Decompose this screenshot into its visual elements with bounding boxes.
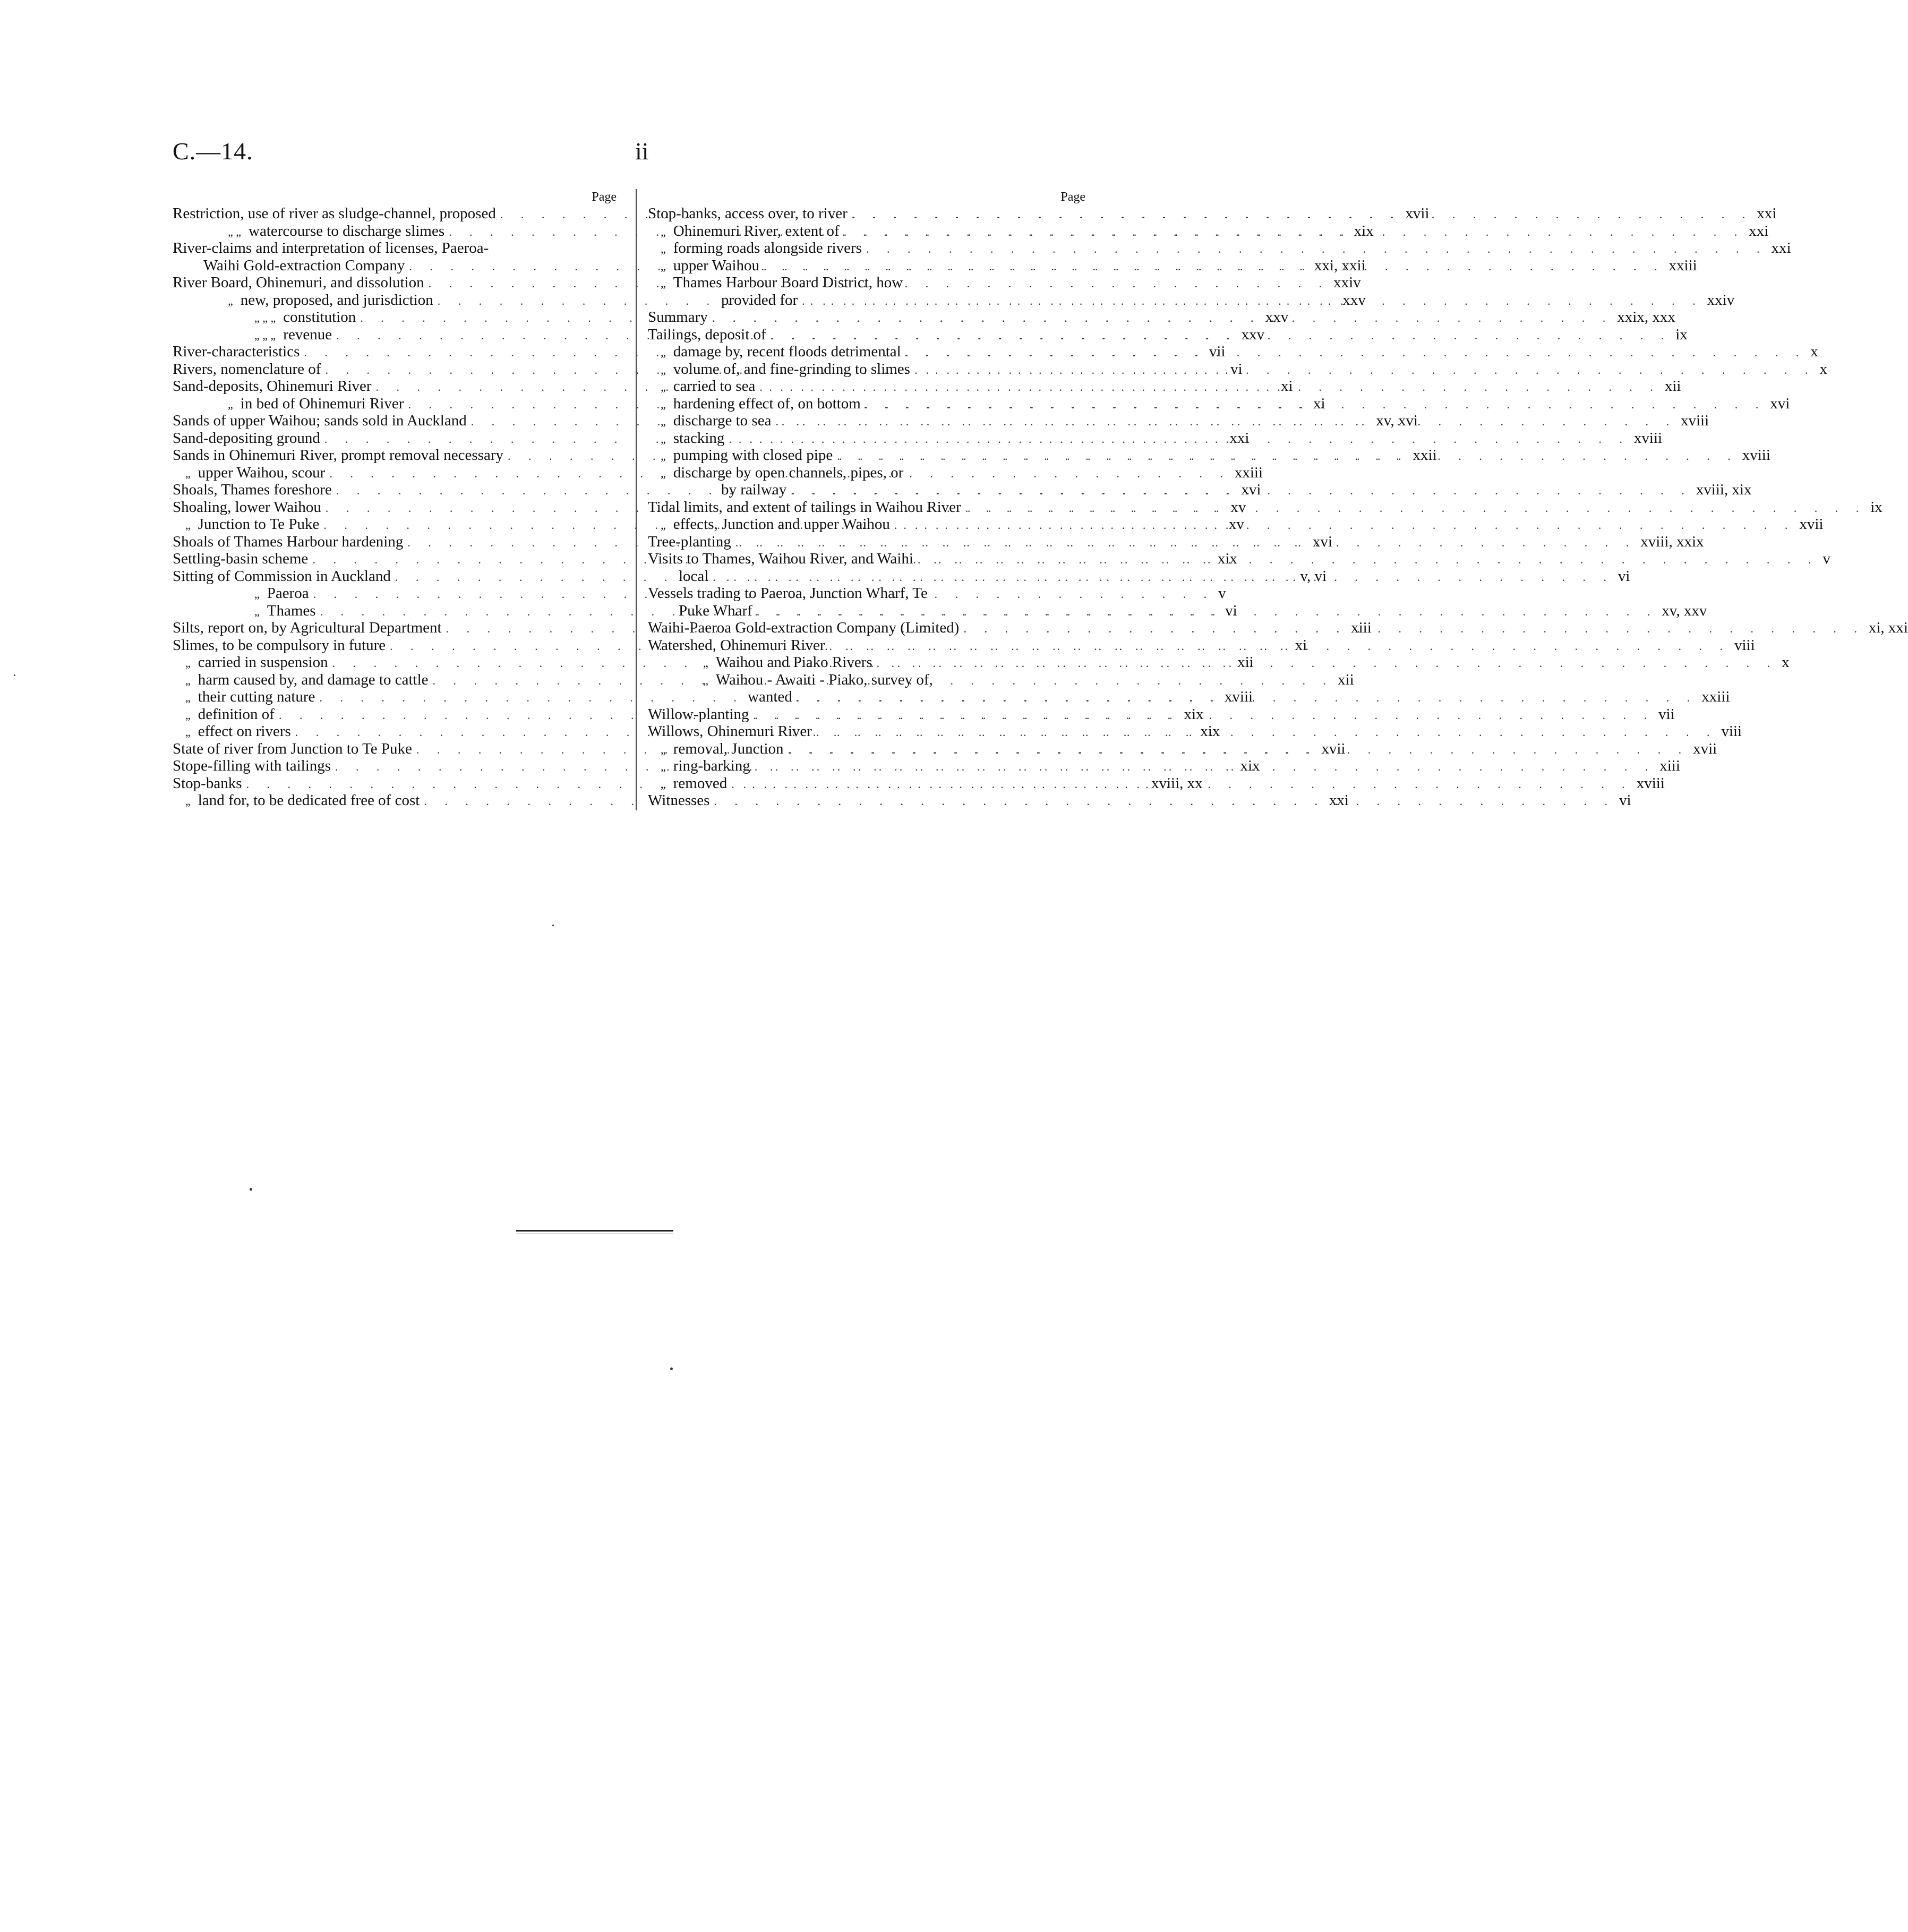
ditto-mark: „ xyxy=(661,449,666,463)
index-entry-page: ix xyxy=(1675,326,1688,343)
index-entry-text: River-characteristics xyxy=(173,343,300,360)
index-entry-text: by railway xyxy=(721,481,787,498)
index-entry xyxy=(648,671,1085,689)
index-entry-label xyxy=(648,205,848,223)
index-entry-text: stacking xyxy=(673,429,725,447)
index-entry-text: provided for xyxy=(721,291,798,309)
ditto-mark: „ xyxy=(661,777,666,791)
index-entry-page: x xyxy=(1819,360,1827,378)
ditto-mark: „ xyxy=(185,794,191,808)
index-entry-page: v xyxy=(1218,585,1226,602)
index-entry-label xyxy=(173,568,391,585)
column-divider xyxy=(636,189,637,810)
index-entry-label xyxy=(648,706,749,723)
index-entry-page: xvii xyxy=(1405,205,1430,222)
index-entry-text: local xyxy=(679,567,709,585)
ditto-mark: „ xyxy=(661,432,666,446)
index-entry-text: Shoals of Thames Harbour hardening xyxy=(173,533,404,550)
ditto-mark: „ xyxy=(254,587,260,601)
index-entry-label xyxy=(648,378,755,396)
leader-dots xyxy=(894,517,1795,534)
index-entry-text: River-claims and interpretation of licenses, Paeroa- xyxy=(173,240,489,257)
index-entry-text: Thames Harbour Board District, how xyxy=(673,274,903,291)
index-entry-text: land for, to be dedicated free of cost xyxy=(198,792,420,809)
index-entry-page: xviii xyxy=(1636,774,1665,792)
index-entry-label xyxy=(648,533,731,551)
leader-dots xyxy=(905,344,1807,362)
index-entry-text: Vessels trading to Paeroa, Junction Wharf, Te xyxy=(648,585,928,602)
index-entry-page: xii xyxy=(1338,671,1354,688)
index-entry-page: xxi, xxii xyxy=(1314,257,1366,274)
index-entry-text: effects, Junction and upper Waihou xyxy=(673,516,890,533)
leader-dots xyxy=(712,310,1613,327)
index-entry-label xyxy=(648,343,901,362)
index-entry-text: Tree-planting xyxy=(648,533,731,550)
index-entry-page: xvi xyxy=(1241,481,1261,498)
index-entry-label xyxy=(648,309,708,326)
index-entry-page: xi xyxy=(1313,395,1325,412)
leader-dots xyxy=(852,206,1753,224)
leader-dots xyxy=(759,379,1661,396)
index-entry-page: xxiii xyxy=(1669,257,1697,274)
index-entry-text: Sand-deposits, Ohinemuri River xyxy=(173,378,372,395)
index-entry-text: Tidal limits, and extent of tailings in Waihou River xyxy=(648,498,961,516)
index-entry-text: Summary xyxy=(648,309,708,326)
index-entry-text: Shoaling, lower Waihou xyxy=(173,498,321,516)
index-entry-label xyxy=(173,654,328,672)
index-entry-page: xi xyxy=(1281,378,1293,395)
leader-dots xyxy=(714,793,1615,810)
index-entry-text: upper Waihou, scour xyxy=(198,464,326,481)
index-entry-label xyxy=(648,464,903,483)
closing-rule xyxy=(516,1230,673,1234)
index-entry xyxy=(648,464,1085,482)
index-entry-page: xxv xyxy=(1342,291,1366,309)
index-entry-label xyxy=(173,602,316,621)
index-entry-text: Willow-planting xyxy=(648,705,749,723)
index-entry-page: x xyxy=(1810,343,1818,360)
index-entry-label xyxy=(648,619,959,637)
index-entry xyxy=(173,240,617,257)
index-entry-text: Waihou and Piako Rivers xyxy=(715,654,872,671)
index-entry-text: Willows, Ohinemuri River xyxy=(648,723,812,740)
index-entry-page: vi xyxy=(1225,602,1237,619)
index-entry-text: Ohinemuri River, extent of xyxy=(673,222,840,240)
index-entry-page: xix xyxy=(1217,550,1237,567)
ditto-mark: „ xyxy=(228,294,233,307)
leader-dots xyxy=(797,689,1698,707)
leader-dots xyxy=(771,327,1672,345)
ditto-mark: „ xyxy=(661,518,666,532)
index-entry-label xyxy=(648,326,766,344)
index-entry-page: xxii xyxy=(1413,447,1437,464)
index-entry-page: viii xyxy=(1734,636,1755,654)
index-entry-page: vi xyxy=(1230,360,1243,378)
index-entry-text: Stop-banks xyxy=(173,774,242,792)
index-entry-text: carried in suspension xyxy=(198,654,328,671)
index-entry-page: xxi xyxy=(1749,222,1769,240)
index-entry-label xyxy=(173,343,300,361)
index-entry-label xyxy=(648,430,724,448)
ditto-mark: „ xyxy=(661,363,666,377)
index-entry-text: wanted xyxy=(748,688,792,705)
ditto-mark: „ xyxy=(185,708,191,722)
index-entry-text: discharge to sea xyxy=(673,412,772,429)
index-entry-page: xviii, xx xyxy=(1151,774,1203,792)
ditto-mark: „ xyxy=(185,725,191,739)
index-entry-page: viii xyxy=(1721,723,1742,740)
index-entry xyxy=(648,240,1791,257)
ditto-mark: „ xyxy=(661,277,666,290)
index-entry-page: vi xyxy=(1619,792,1631,809)
ditto-mark: „ xyxy=(703,656,708,670)
index-entry-text: Waihi Gold-extraction Company xyxy=(203,257,405,274)
index-entry-page: xiii xyxy=(1659,757,1680,774)
print-speck xyxy=(552,925,554,926)
index-entry-page: xxiv xyxy=(1333,274,1361,291)
index-entry-text: effect on rivers xyxy=(198,723,291,740)
ditto-mark: „ xyxy=(185,691,191,704)
index-entry-text: new, proposed, and jurisdiction xyxy=(240,291,433,309)
document-code: C.—14. xyxy=(173,138,253,165)
leader-dots xyxy=(754,707,1655,724)
index-entry-text: their cutting nature xyxy=(198,688,315,705)
ditto-mark: „ xyxy=(703,673,708,687)
index-entry xyxy=(648,481,1752,499)
index-entry-page: xxiii xyxy=(1701,688,1730,705)
page-number: ii xyxy=(635,138,649,165)
leader-dots xyxy=(755,758,1656,776)
leader-dots xyxy=(965,500,1867,517)
leader-dots xyxy=(829,638,1731,655)
index-entry-page: xviii xyxy=(1633,429,1663,447)
ditto-mark: „ „ „ xyxy=(254,328,276,342)
index-entry-label xyxy=(648,223,840,241)
leader-dots xyxy=(837,448,1738,465)
index-entry-label xyxy=(173,688,315,707)
page-column-heading: Page xyxy=(592,190,617,204)
index-entry-label xyxy=(648,550,913,568)
index-entry-page: xviii, xxix xyxy=(1640,533,1704,550)
leader-dots xyxy=(877,655,1778,672)
print-speck xyxy=(670,1367,673,1370)
index-entry-text: removal, Junction xyxy=(673,740,784,757)
index-entry-text: Rivers, nomenclature of xyxy=(173,360,321,378)
index-entry-label xyxy=(173,499,321,516)
ditto-mark: „ xyxy=(185,518,191,532)
index-entry-label xyxy=(648,516,890,534)
index-entry-text: Sands in Ohinemuri River, prompt removal necessary xyxy=(173,447,504,464)
index-entry-text: harm caused by, and damage to cattle xyxy=(198,671,429,688)
index-entry-label xyxy=(173,533,403,551)
index-entry-page: v, vi xyxy=(1300,567,1327,585)
leader-dots xyxy=(729,431,1630,448)
index-entry-label xyxy=(648,792,709,809)
index-entry-page: xi, xxi xyxy=(1868,619,1908,636)
index-entry xyxy=(648,740,1717,758)
index-entry-text: Junction to Te Puke xyxy=(198,516,320,533)
index-entry-label xyxy=(648,585,928,602)
index-entry-page: xii xyxy=(1237,654,1254,671)
index-entry-label xyxy=(648,499,961,516)
index-entry-label xyxy=(648,637,825,654)
index-entry-page: xii xyxy=(1664,378,1681,395)
index-entry-label xyxy=(173,619,442,637)
index-entry-label xyxy=(648,274,903,293)
ditto-mark: „ „ xyxy=(228,225,242,238)
index-entry-page: xxi xyxy=(1329,792,1349,809)
index-entry-page: xvii xyxy=(1321,740,1346,757)
index-entry-page: xxiv xyxy=(1707,291,1735,309)
index-entry-page: xv xyxy=(1228,516,1244,533)
index-entry-label xyxy=(173,447,503,464)
index-entry-text: Tailings, deposit of xyxy=(648,326,766,343)
index-entry-text: River Board, Ohinemuri, and dissolution xyxy=(173,274,424,291)
index-entry-label xyxy=(173,378,372,395)
index-entry xyxy=(648,378,1681,395)
index-entry-label xyxy=(648,688,792,706)
index-entry-text: hardening effect of, on bottom xyxy=(673,395,861,412)
index-entry-page: xxiii xyxy=(1234,464,1263,481)
index-entry-label xyxy=(173,412,467,430)
index-entry-page: xv, xxv xyxy=(1662,602,1707,619)
index-entry-page: xviii xyxy=(1680,412,1709,429)
index-entry-text: Witnesses xyxy=(648,792,710,809)
page-column-heading: Page xyxy=(1060,190,1085,204)
index-entry-text: Settling-basin scheme xyxy=(173,550,309,567)
index-entry-label xyxy=(173,516,319,534)
index-entry xyxy=(648,533,1704,551)
index-entry-page: xvi xyxy=(1770,395,1790,412)
index-entry-page: vii xyxy=(1209,343,1226,360)
index-entry-page: xix xyxy=(1354,222,1374,240)
index-entry-text: carried to sea xyxy=(673,378,756,395)
index-entry-label xyxy=(173,223,444,241)
index-entry-label xyxy=(173,757,331,775)
index-entry-text: in bed of Ohinemuri River xyxy=(240,395,404,412)
index-entry-text: Stop-banks, access over, to river xyxy=(648,205,848,222)
index-entry xyxy=(648,585,1085,602)
index-entry-text: definition of xyxy=(198,705,275,723)
index-entry-text: watercourse to discharge slimes xyxy=(249,222,445,240)
index-entry-label xyxy=(173,637,386,654)
index-entry-page: xxi xyxy=(1757,205,1777,222)
index-entry-page: xvii xyxy=(1799,516,1824,533)
index-entry-text: Restriction, use of river as sludge-channel, proposed xyxy=(173,205,496,222)
leader-dots xyxy=(731,776,1632,793)
index-entry-text: volume of, and fine-grinding to slimes xyxy=(673,360,910,378)
index-entry-label xyxy=(648,740,784,759)
index-entry-text: damage by, recent floods detrimental xyxy=(673,343,901,360)
index-entry-text: pumping with closed pipe xyxy=(673,447,833,464)
index-entry-label xyxy=(648,412,771,431)
index-entry-page: ix xyxy=(1870,498,1883,516)
index-entry-text: Waihi-Paeroa Gold-extraction Company (Limited) xyxy=(648,619,960,636)
index-entry-label xyxy=(648,361,910,379)
index-entry-label xyxy=(173,792,420,810)
index-entry-page: xi xyxy=(1295,636,1307,654)
ditto-mark: „ xyxy=(661,415,666,428)
index-entry-label xyxy=(173,706,275,724)
index-entry-page: v xyxy=(1823,550,1830,567)
leader-dots xyxy=(866,241,1767,258)
leader-dots xyxy=(775,413,1676,431)
ditto-mark: „ xyxy=(661,397,666,411)
index-entry-page: xiii xyxy=(1351,619,1372,636)
leader-dots xyxy=(788,741,1689,759)
index-entry-text: Watershed, Ohinemuri River xyxy=(648,636,825,654)
leader-dots xyxy=(757,603,1658,621)
index-entry-label xyxy=(648,481,786,499)
index-entry-text: State of river from Junction to Te Puke xyxy=(173,740,412,757)
ditto-mark: „ xyxy=(661,259,666,273)
index-entry-label xyxy=(648,257,759,276)
index-entry-label xyxy=(173,723,291,741)
index-entry-label xyxy=(173,292,433,310)
index-entry-text: Sand-depositing ground xyxy=(173,429,320,447)
index-entry-text: revenue xyxy=(283,326,332,343)
index-entry-label xyxy=(173,464,325,483)
index-entry-page: xv xyxy=(1230,498,1246,516)
index-entry-label xyxy=(173,240,489,257)
index-entry-label xyxy=(173,550,308,568)
index-entry-page: xix xyxy=(1240,757,1260,774)
ditto-mark: „ xyxy=(661,242,666,255)
index-entry-text: Silts, report on, by Agricultural Department xyxy=(173,619,442,636)
index-entry-text: Slimes, to be compulsory in future xyxy=(173,636,386,654)
ditto-mark: „ xyxy=(661,760,666,773)
ditto-mark: „ xyxy=(661,742,666,756)
index-entry-page: xviii xyxy=(1742,447,1770,464)
leader-dots xyxy=(802,293,1703,310)
ditto-mark: „ xyxy=(661,225,666,238)
index-entry xyxy=(648,274,1085,292)
index-entry-label xyxy=(648,395,861,414)
index-entry-label xyxy=(648,775,727,793)
index-entry-text: forming roads alongside rivers xyxy=(673,240,862,257)
index-entry-text: Visits to Thames, Waihou River, and Waihi xyxy=(648,550,913,567)
index-entry-label xyxy=(173,309,356,327)
index-entry-page: xxi xyxy=(1229,429,1250,447)
index-entry-label xyxy=(173,361,321,378)
index-entry-label xyxy=(173,205,496,223)
index-entry-text: upper Waihou xyxy=(673,257,759,274)
index-entry xyxy=(648,516,1824,533)
leader-dots xyxy=(844,224,1745,241)
leader-dots xyxy=(735,534,1637,552)
print-speck xyxy=(250,1188,252,1191)
index-entry-text: removed xyxy=(673,774,728,792)
index-entry-page: xxix, xxx xyxy=(1617,309,1675,326)
index-entry-label xyxy=(648,671,933,690)
index-entry-page: xv, xvi xyxy=(1376,412,1418,429)
ditto-mark: „ xyxy=(185,673,191,687)
index-entry-label xyxy=(173,740,412,758)
index-entry-page: xvi xyxy=(1312,533,1332,550)
index-entry-page: xix xyxy=(1200,723,1220,740)
index-entry-label xyxy=(173,775,242,792)
index-entry-text: Paeroa xyxy=(267,585,309,602)
index-entry-label xyxy=(648,723,812,740)
index-entry-label xyxy=(648,240,862,258)
leader-dots xyxy=(764,258,1665,276)
leader-dots xyxy=(791,482,1692,500)
index-entry-label xyxy=(173,481,332,499)
index-entry-page: xxv xyxy=(1265,309,1289,326)
print-speck xyxy=(14,674,15,676)
index-entry-label xyxy=(173,671,429,690)
index-entry-page: x xyxy=(1782,654,1790,671)
index-entry-label xyxy=(173,326,332,345)
ditto-mark: „ xyxy=(661,380,666,394)
leader-dots xyxy=(713,569,1614,586)
index-entry-label xyxy=(173,257,405,275)
index-entry-label xyxy=(173,395,404,414)
index-entry-page: vi xyxy=(1618,567,1630,585)
index-entry-label xyxy=(648,292,798,309)
index-entry-text: Shoals, Thames foreshore xyxy=(173,481,332,498)
leader-dots xyxy=(816,724,1717,741)
index-entry-label xyxy=(173,585,309,603)
ditto-mark: „ xyxy=(185,466,191,480)
ditto-mark: „ „ „ xyxy=(254,311,276,324)
index-entry-page: xviii xyxy=(1224,688,1253,705)
index-entry-text: Stope-filling with tailings xyxy=(173,757,331,774)
ditto-mark: „ xyxy=(661,346,666,359)
index-entry-page: xix xyxy=(1184,705,1204,723)
index-entry-text: Sands of upper Waihou; sands sold in Auckland xyxy=(173,412,467,429)
index-entry-page: xviii, xix xyxy=(1696,481,1752,498)
index-entry-page: vii xyxy=(1658,705,1675,723)
index-entry-label xyxy=(173,274,424,292)
index-entry-page: xxv xyxy=(1241,326,1265,343)
index-entry-text: Thames xyxy=(267,602,316,619)
index-entry-page: xxi xyxy=(1771,240,1791,257)
index-entry-label xyxy=(173,430,320,447)
leader-dots xyxy=(914,362,1816,379)
index-entry-text: ring-barking xyxy=(673,757,750,774)
index-entry-label xyxy=(648,757,750,776)
ditto-mark: „ xyxy=(185,656,191,670)
index-entry-label xyxy=(648,602,752,620)
ditto-mark: „ xyxy=(254,604,260,618)
index-entry-page: xvii xyxy=(1693,740,1717,757)
index-entry-label xyxy=(648,654,872,672)
ditto-mark: „ xyxy=(228,397,233,411)
leader-dots xyxy=(865,396,1766,414)
index-entry-label xyxy=(648,447,833,465)
leader-dots xyxy=(918,551,1819,569)
index-entry-text: discharge by open channels, pipes, or xyxy=(673,464,904,481)
index-entry-text: constitution xyxy=(283,309,356,326)
leader-dots xyxy=(963,620,1864,638)
ditto-mark: „ xyxy=(661,466,666,480)
index-entry-text: Puke Wharf xyxy=(679,602,752,619)
index-entry-text: Sitting of Commission in Auckland xyxy=(173,567,391,585)
index-entry-label xyxy=(648,568,708,585)
index-entry-text: Waihou - Awaiti - Piako, survey of, xyxy=(715,671,933,688)
